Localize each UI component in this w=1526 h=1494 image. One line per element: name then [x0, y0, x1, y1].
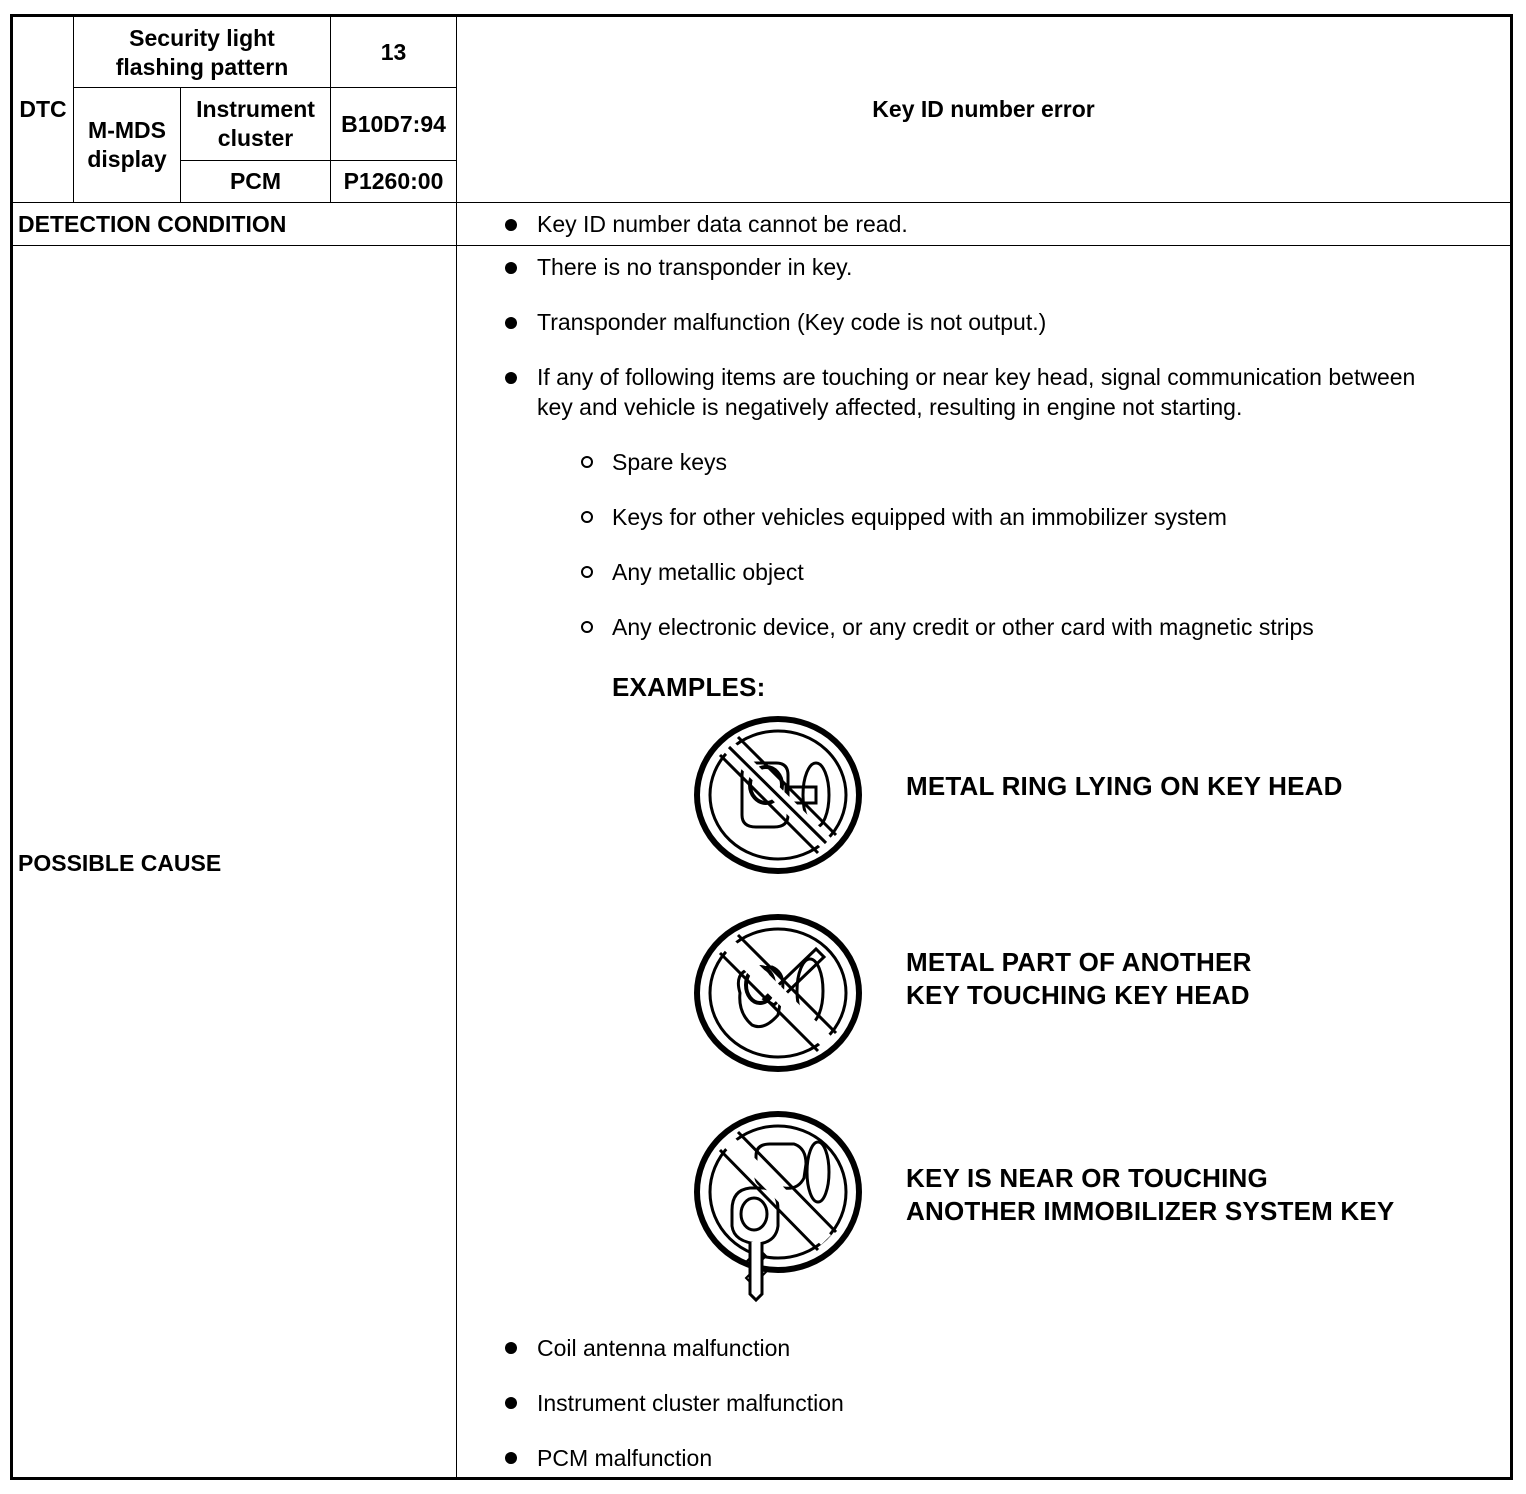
example-caption-line: KEY IS NEAR OR TOUCHING	[906, 1163, 1268, 1193]
cause-item: Instrument cluster malfunction	[537, 1390, 844, 1416]
possible-cause-label: POSSIBLE CAUSE	[18, 849, 222, 876]
cause-item: Transponder malfunction (Key code is not output.)	[537, 309, 1047, 335]
page-title: Key ID number error	[872, 96, 1095, 122]
cause-item: If any of following items are touching or near key head, signal communication between key and vehicle is negatively affected, resulting in engine not starting.	[537, 364, 1416, 420]
example-caption-line: KEY TOUCHING KEY HEAD	[906, 980, 1250, 1010]
divider	[456, 17, 457, 1477]
no-other-key-icon	[694, 913, 864, 1073]
bullet-icon	[505, 1397, 517, 1409]
security-light-value: 13	[380, 38, 407, 65]
dtc-label: DTC	[19, 96, 67, 122]
bullet-icon	[505, 1342, 517, 1354]
no-metal-ring-icon	[694, 715, 864, 875]
sub-item: Any metallic object	[612, 559, 804, 585]
no-immobilizer-key-icon	[694, 1108, 864, 1308]
example-caption-line: METAL PART OF ANOTHER	[906, 947, 1252, 977]
pcm-code: P1260:00	[343, 168, 444, 194]
mmds-label	[74, 88, 180, 202]
cause-item: Coil antenna malfunction	[537, 1335, 791, 1361]
sub-item: Any electronic device, or any credit or other card with magnetic strips	[612, 614, 1314, 640]
example-caption	[906, 770, 1343, 803]
divider	[13, 245, 1510, 246]
sub-bullet-icon	[581, 566, 593, 578]
sub-item: Spare keys	[612, 449, 728, 475]
instrument-cluster-code: B10D7:94	[341, 110, 446, 137]
instrument-cluster-label: Instrument cluster	[196, 96, 315, 151]
sub-bullet-icon	[581, 456, 593, 468]
cause-item: There is no transponder in key.	[537, 254, 853, 280]
detection-condition-label: DETECTION CONDITION	[18, 210, 287, 237]
pcm-label: PCM	[229, 168, 282, 194]
bullet-icon	[505, 1452, 517, 1464]
sub-item: Keys for other vehicles equipped with an immobilizer system	[612, 504, 1227, 530]
example-caption-line: ANOTHER IMMOBILIZER SYSTEM KEY	[906, 1196, 1395, 1226]
cause-item: PCM malfunction	[537, 1445, 713, 1471]
detection-item: Key ID number data cannot be read.	[537, 211, 908, 237]
security-light-label: Security light flashing pattern	[115, 25, 289, 80]
sub-bullet-icon	[581, 621, 593, 633]
example-caption	[906, 1162, 1394, 1228]
bullet-icon	[505, 317, 517, 329]
example-caption-line: METAL RING LYING ON KEY HEAD	[906, 771, 1343, 801]
examples-label: EXAMPLES:	[612, 672, 766, 702]
example-caption	[906, 946, 1252, 1012]
bullet-icon	[505, 219, 517, 231]
bullet-icon	[505, 372, 517, 384]
bullet-icon	[505, 262, 517, 274]
sub-bullet-icon	[581, 511, 593, 523]
mmds-text: M-MDS display	[87, 117, 167, 172]
